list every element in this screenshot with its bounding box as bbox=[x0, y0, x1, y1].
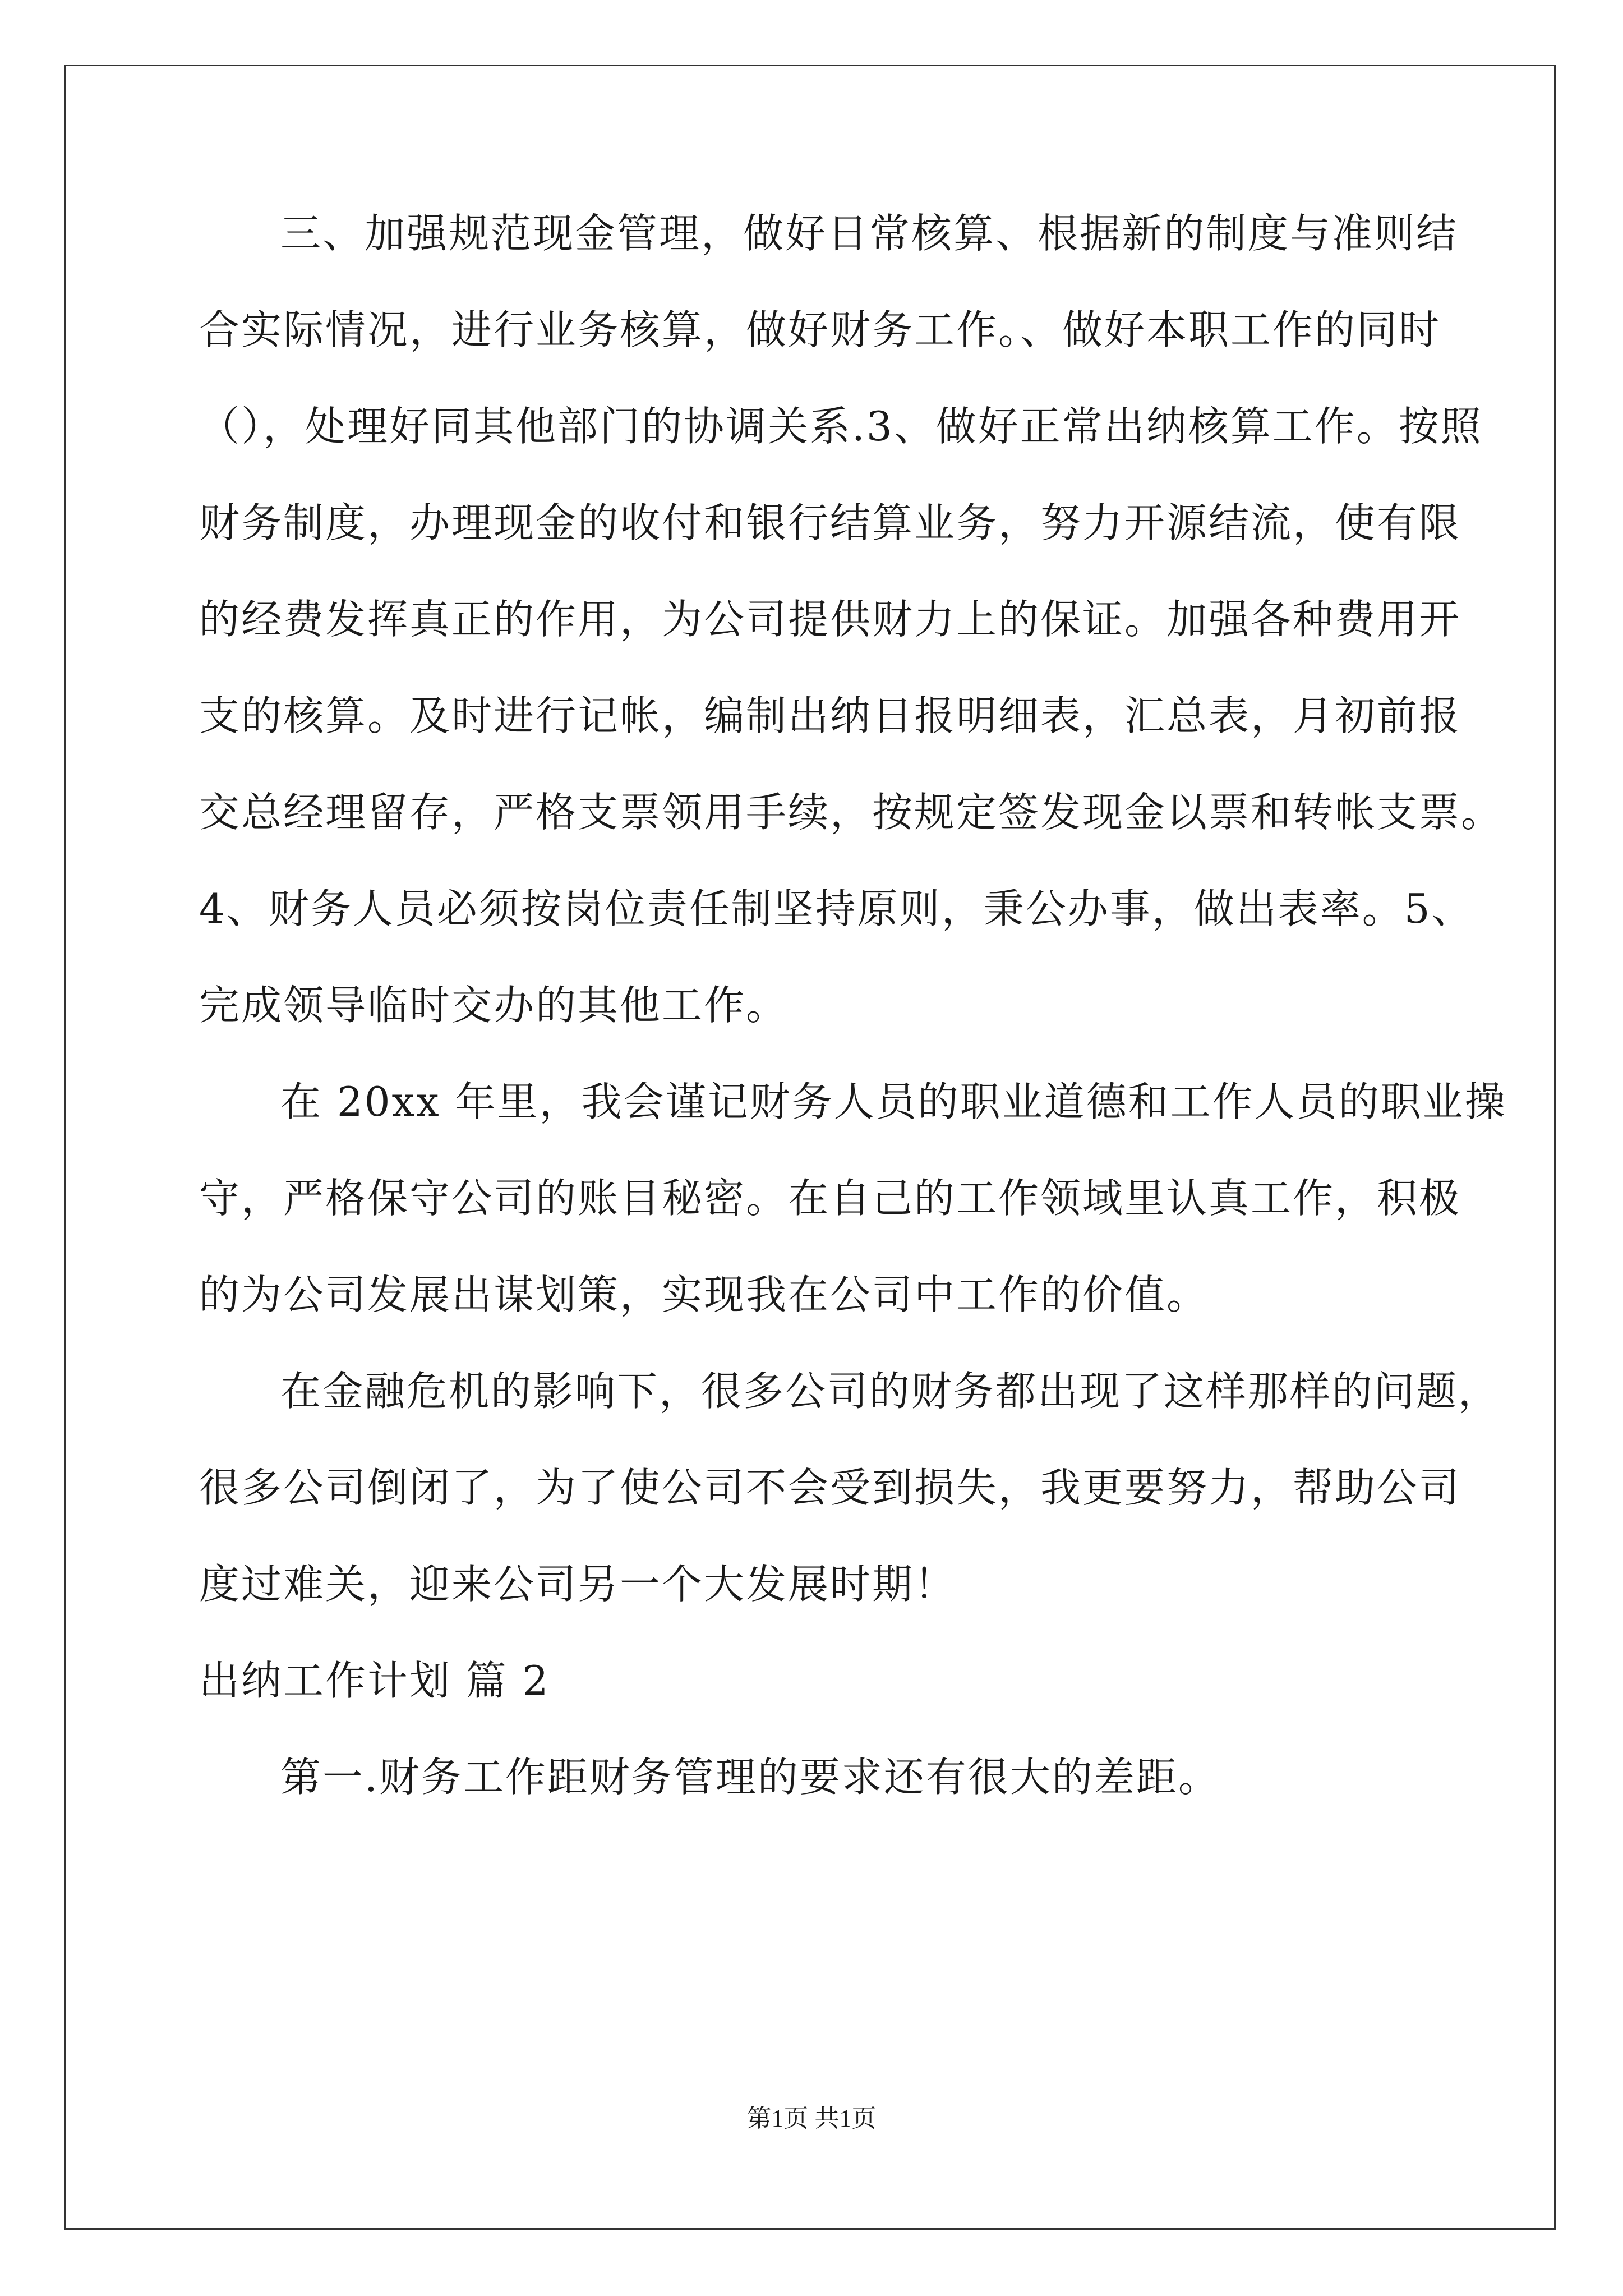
document-body bbox=[199, 185, 1507, 1825]
paragraph-line: 4、财务人员必须按岗位责任制坚持原则，秉公办事，做出表率。5、 bbox=[199, 885, 1474, 932]
paragraph-line: 第一.财务工作距财务管理的要求还有很大的差距。 bbox=[280, 1754, 1220, 1801]
paragraph-line: 三、加强规范现金管理，做好日常核算、根据新的制度与准则结 bbox=[280, 210, 1459, 257]
page-footer: 第1页 共1页 bbox=[746, 2105, 877, 2132]
paragraph-line: 守，严格保守公司的账目秘密。在自己的工作领域里认真工作，积极 bbox=[199, 1175, 1461, 1222]
section-heading: 出纳工作计划 篇 2 bbox=[199, 1657, 550, 1704]
paragraph-line: 度过难关，迎来公司另一个大发展时期！ bbox=[199, 1561, 957, 1608]
paragraph-line: 完成领导临时交办的其他工作。 bbox=[199, 982, 789, 1029]
paragraph-line: 的为公司发展出谋划策，实现我在公司中工作的价值。 bbox=[199, 1271, 1209, 1318]
paragraph-line: 的经费发挥真正的作用，为公司提供财力上的保证。加强各种费用开 bbox=[199, 596, 1461, 643]
paragraph-line: 很多公司倒闭了，为了使公司不会受到损失，我更要努力，帮助公司 bbox=[199, 1464, 1461, 1511]
paragraph-line: 交总经理留存，严格支票领用手续，按规定签发现金以票和转帐支票。 bbox=[199, 789, 1504, 836]
paragraph-line: 财务制度，办理现金的收付和银行结算业务，努力开源结流，使有限 bbox=[199, 499, 1461, 546]
paragraph-line: 支的核算。及时进行记帐，编制出纳日报明细表，汇总表，月初前报 bbox=[199, 692, 1461, 739]
paragraph-line: 在 20xx 年里，我会谨记财务人员的职业道德和工作人员的职业操 bbox=[280, 1078, 1507, 1125]
paragraph-line: 在金融危机的影响下，很多公司的财务都出现了这样那样的问题， bbox=[280, 1368, 1501, 1415]
paragraph-line: 合实际情况，进行业务核算，做好财务工作。、做好本职工作的同时 bbox=[199, 306, 1441, 353]
paragraph-line: （），处理好同其他部门的协调关系.3、做好正常出纳核算工作。按照 bbox=[199, 403, 1483, 450]
